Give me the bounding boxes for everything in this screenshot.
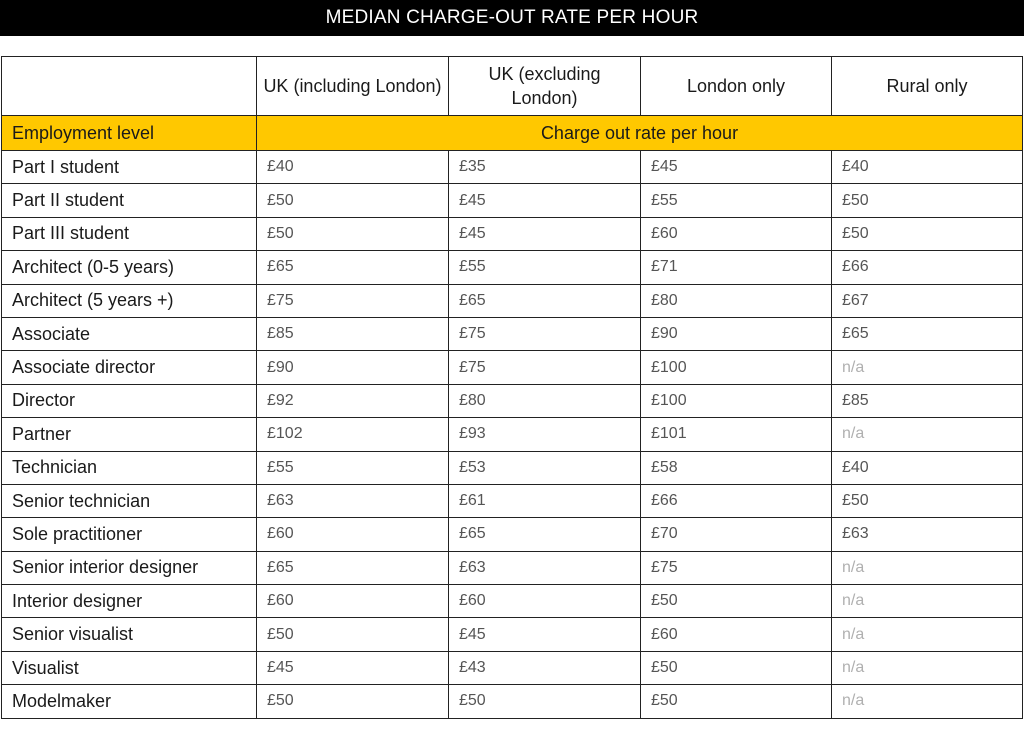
rate-cell: £90	[257, 351, 449, 384]
charge-out-rate-table	[1, 56, 1023, 719]
rate-cell: £43	[449, 651, 641, 684]
table-row	[2, 251, 1023, 284]
rate-cell: £60	[641, 618, 832, 651]
rate-cell: £85	[257, 317, 449, 350]
rate-cell: £80	[641, 284, 832, 317]
rate-cell: n/a	[832, 618, 1023, 651]
table-row	[2, 585, 1023, 618]
rate-cell: £93	[449, 418, 641, 451]
column-header: UK (including London)	[257, 57, 449, 116]
rate-cell: £45	[449, 618, 641, 651]
employment-level-cell: Interior designer	[2, 585, 257, 618]
rate-cell: £45	[449, 217, 641, 250]
employment-level-cell: Senior interior designer	[2, 551, 257, 584]
rate-cell: £92	[257, 384, 449, 417]
rate-cell: £60	[641, 217, 832, 250]
rate-cell: £50	[832, 184, 1023, 217]
rate-cell: £35	[449, 151, 641, 184]
rate-cell: £55	[257, 451, 449, 484]
table-row	[2, 317, 1023, 350]
rate-cell: £50	[257, 217, 449, 250]
employment-level-cell: Director	[2, 384, 257, 417]
employment-level-cell: Partner	[2, 418, 257, 451]
employment-level-cell: Associate	[2, 317, 257, 350]
employment-level-cell: Modelmaker	[2, 685, 257, 718]
table-row	[2, 284, 1023, 317]
rate-cell: £61	[449, 484, 641, 517]
employment-level-cell: Part II student	[2, 184, 257, 217]
rate-cell: £50	[449, 685, 641, 718]
rate-cell: £50	[641, 585, 832, 618]
table-row	[2, 484, 1023, 517]
column-header	[2, 57, 257, 116]
rate-cell: £50	[257, 685, 449, 718]
rate-cell: £75	[641, 551, 832, 584]
rate-cell: n/a	[832, 585, 1023, 618]
table-row	[2, 384, 1023, 417]
rate-cell: £45	[641, 151, 832, 184]
rate-cell: n/a	[832, 351, 1023, 384]
rate-cell: £102	[257, 418, 449, 451]
rate-cell: £63	[449, 551, 641, 584]
rate-cell: £80	[449, 384, 641, 417]
table-row	[2, 451, 1023, 484]
column-header: UK (excluding London)	[449, 57, 641, 116]
column-header-row	[2, 57, 1023, 116]
rate-cell: £67	[832, 284, 1023, 317]
rate-cell: £75	[257, 284, 449, 317]
table-row	[2, 651, 1023, 684]
rate-cell: £50	[832, 484, 1023, 517]
employment-level-cell: Architect (5 years +)	[2, 284, 257, 317]
rate-cell: £63	[832, 518, 1023, 551]
employment-level-cell: Visualist	[2, 651, 257, 684]
employment-level-cell: Part III student	[2, 217, 257, 250]
rate-cell: £60	[257, 585, 449, 618]
rate-cell: £45	[257, 651, 449, 684]
rate-cell: £50	[641, 685, 832, 718]
rate-cell: £50	[641, 651, 832, 684]
rate-cell: £40	[832, 451, 1023, 484]
table-row	[2, 217, 1023, 250]
rate-cell: £75	[449, 317, 641, 350]
column-header: Rural only	[832, 57, 1023, 116]
rate-cell: £40	[832, 151, 1023, 184]
employment-level-cell: Associate director	[2, 351, 257, 384]
employment-level-cell: Senior technician	[2, 484, 257, 517]
table-row	[2, 518, 1023, 551]
rate-cell: £66	[641, 484, 832, 517]
subheader-row	[2, 116, 1023, 151]
rate-cell: £100	[641, 351, 832, 384]
rate-cell: n/a	[832, 418, 1023, 451]
employment-level-cell: Architect (0-5 years)	[2, 251, 257, 284]
rate-cell: £65	[449, 518, 641, 551]
charge-out-rate-header: Charge out rate per hour	[257, 116, 1023, 151]
rate-cell: £70	[641, 518, 832, 551]
employment-level-cell: Part I student	[2, 151, 257, 184]
rate-cell: £55	[449, 251, 641, 284]
rate-cell: £65	[449, 284, 641, 317]
rate-cell: £71	[641, 251, 832, 284]
employment-level-cell: Senior visualist	[2, 618, 257, 651]
rate-cell: £75	[449, 351, 641, 384]
rate-cell: £45	[449, 184, 641, 217]
column-header: London only	[641, 57, 832, 116]
table-row	[2, 151, 1023, 184]
rate-cell: £53	[449, 451, 641, 484]
table-row	[2, 418, 1023, 451]
rate-cell: £58	[641, 451, 832, 484]
employment-level-cell: Sole practitioner	[2, 518, 257, 551]
rate-cell: £65	[257, 551, 449, 584]
rate-cell: £60	[449, 585, 641, 618]
table-row	[2, 184, 1023, 217]
rate-cell: n/a	[832, 551, 1023, 584]
rate-cell: £100	[641, 384, 832, 417]
rate-cell: £66	[832, 251, 1023, 284]
rate-cell: n/a	[832, 651, 1023, 684]
rate-cell: £65	[832, 317, 1023, 350]
table-row	[2, 551, 1023, 584]
rate-cell: £50	[832, 217, 1023, 250]
table-title: MEDIAN CHARGE-OUT RATE PER HOUR	[0, 0, 1024, 36]
rate-cell: n/a	[832, 685, 1023, 718]
table-row	[2, 618, 1023, 651]
employment-level-cell: Technician	[2, 451, 257, 484]
rate-cell: £101	[641, 418, 832, 451]
rate-cell: £90	[641, 317, 832, 350]
table-row	[2, 351, 1023, 384]
rate-cell: £85	[832, 384, 1023, 417]
rate-cell: £63	[257, 484, 449, 517]
employment-level-header: Employment level	[2, 116, 257, 151]
rate-cell: £50	[257, 184, 449, 217]
rate-cell: £40	[257, 151, 449, 184]
rate-cell: £60	[257, 518, 449, 551]
rate-cell: £55	[641, 184, 832, 217]
rate-cell: £65	[257, 251, 449, 284]
rate-cell: £50	[257, 618, 449, 651]
table-row	[2, 685, 1023, 718]
